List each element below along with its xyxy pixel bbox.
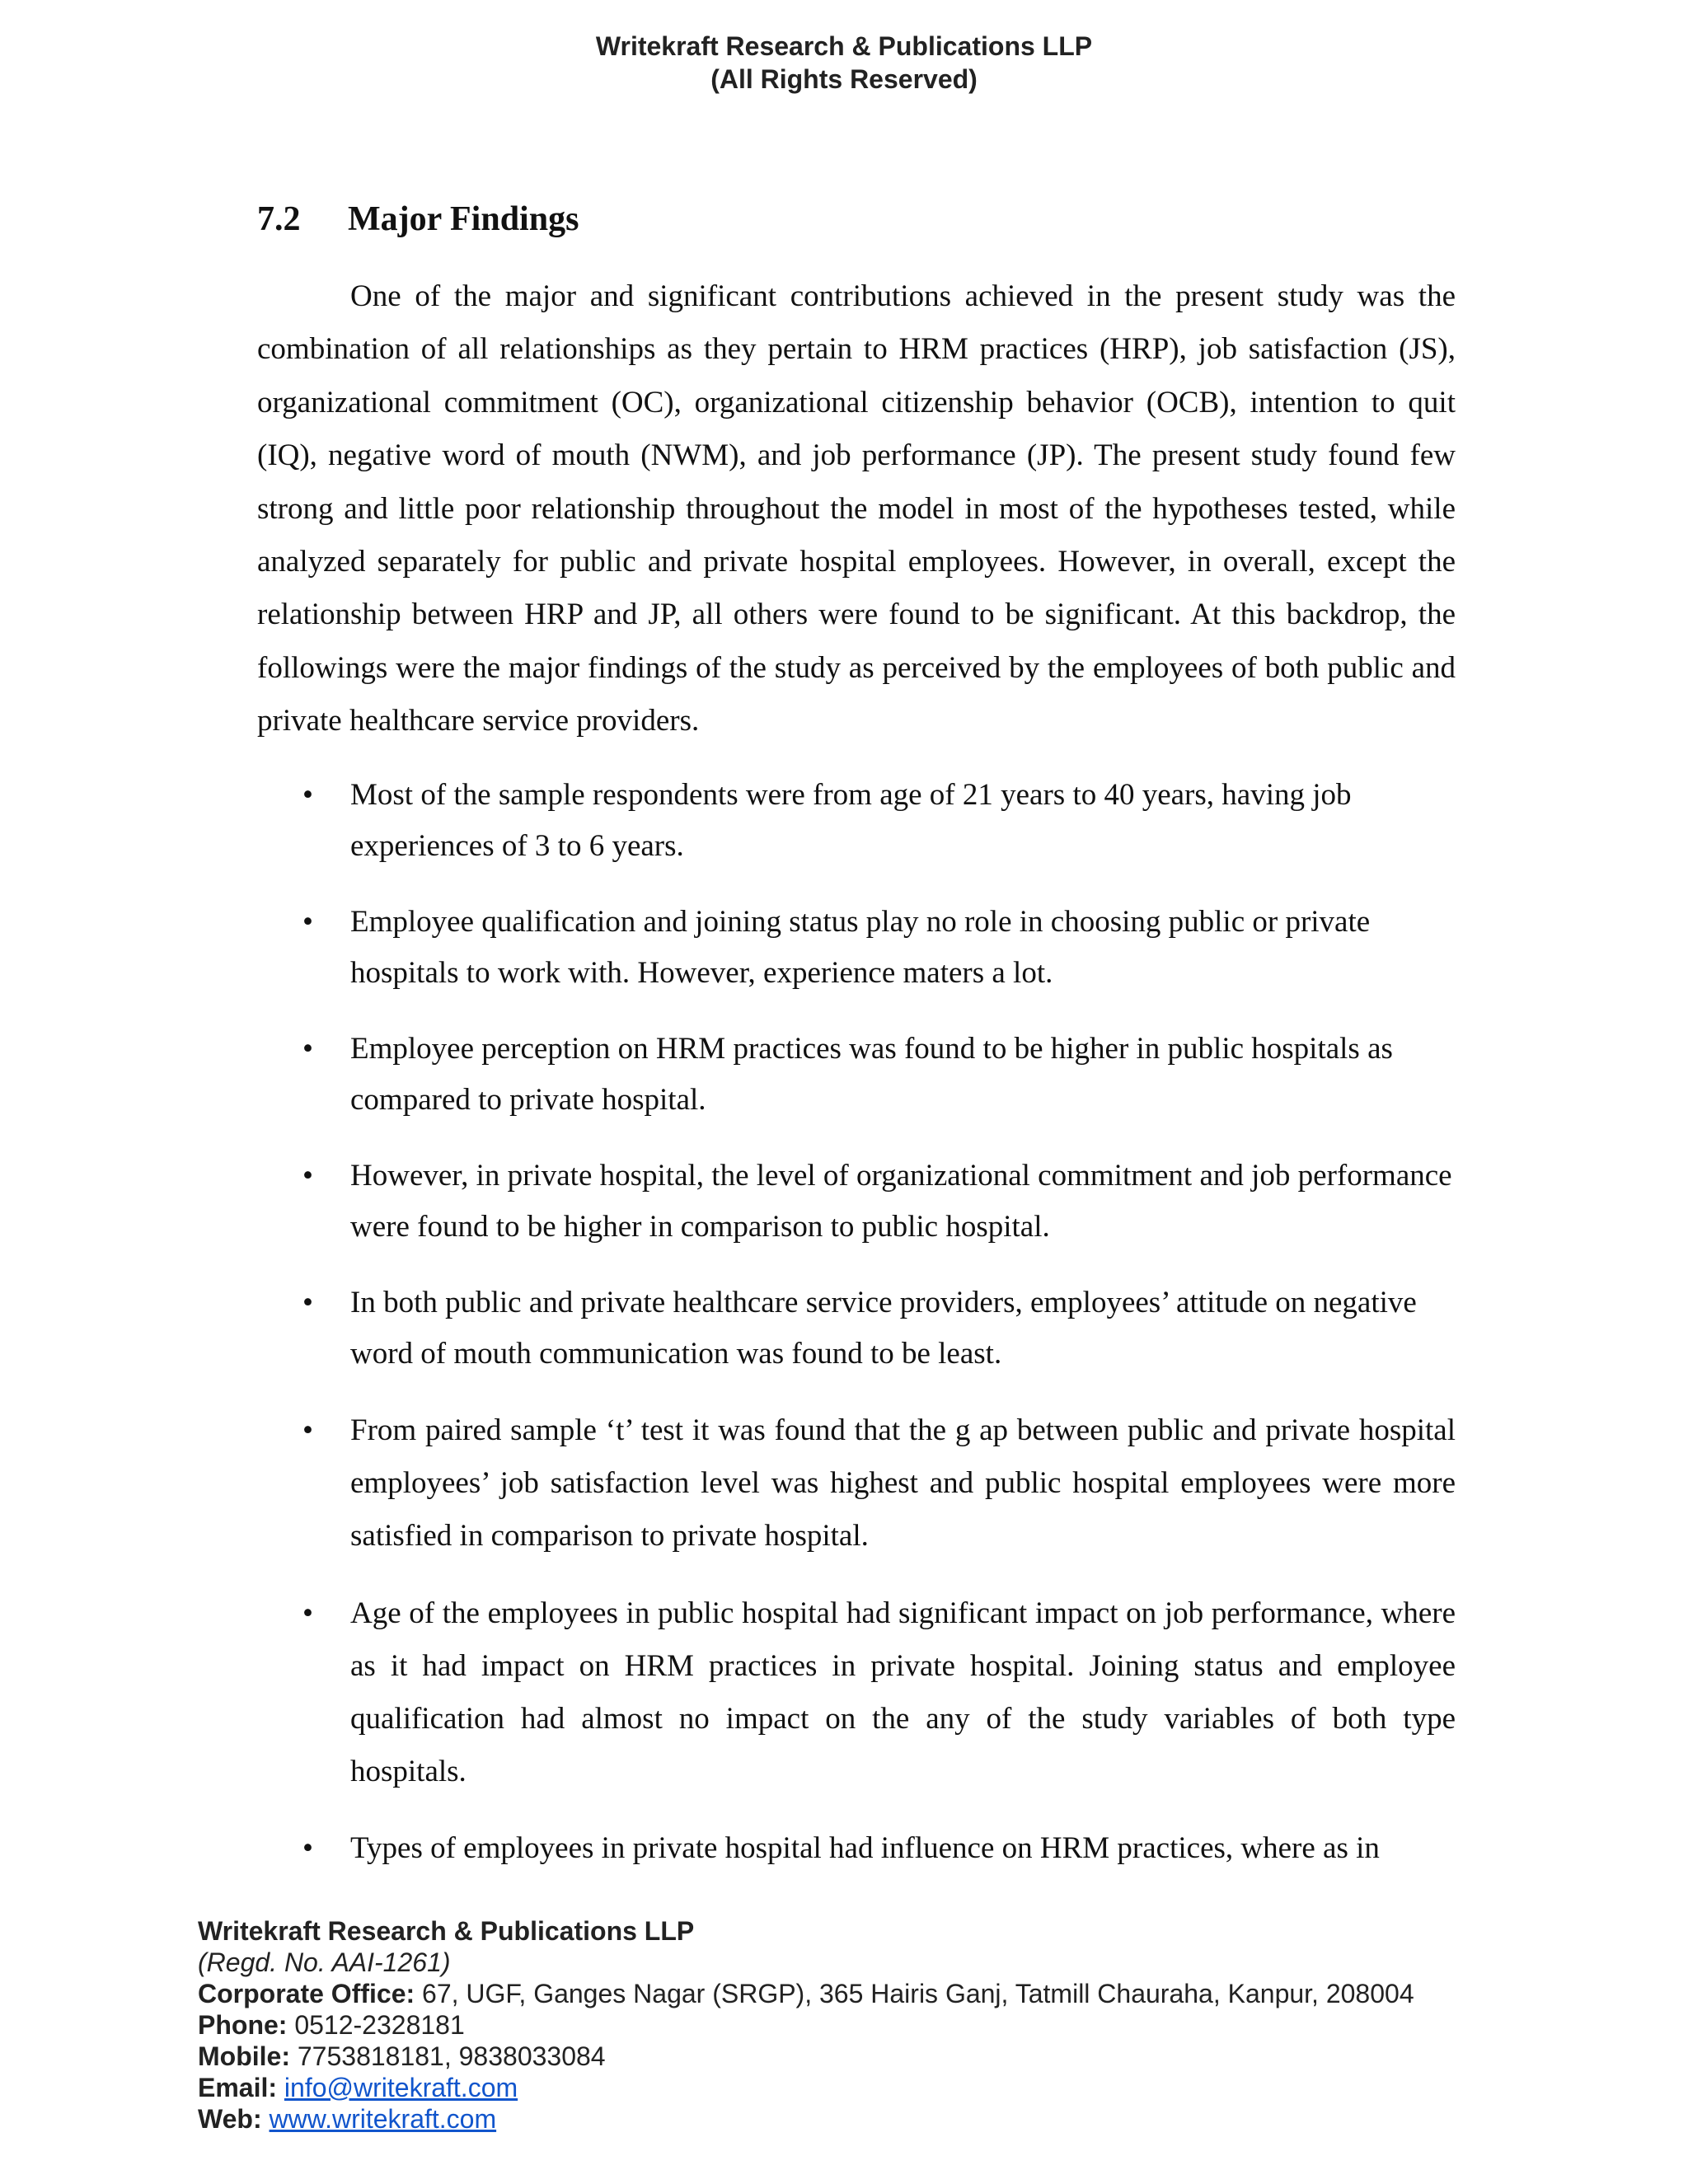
finding-text: Employee qualification and joining status play no role in choosing public or private hospitals to work with. However, experience maters a lot.: [350, 904, 1371, 990]
section-number: 7.2: [257, 200, 301, 238]
main-content: [257, 198, 1456, 1899]
bullet-icon: •: [302, 1413, 313, 1447]
finding-text: Types of employees in private hospital had influence on HRM practices, where as in: [350, 1830, 1380, 1865]
bullet-icon: •: [302, 1596, 313, 1630]
bullet-icon: •: [302, 1031, 313, 1066]
office-label: Corporate Office:: [198, 1979, 415, 2008]
email-link[interactable]: info@writekraft.com: [284, 2073, 518, 2102]
finding-item: [257, 1277, 1456, 1380]
mobile-label: Mobile:: [198, 2041, 290, 2071]
bullet-icon: •: [302, 1158, 313, 1193]
finding-text: In both public and private healthcare service providers, employees’ attitude on negative word of mouth communication was found to be least.: [350, 1285, 1417, 1371]
phone-label: Phone:: [198, 2010, 288, 2040]
header-company: Writekraft Research & Publications LLP: [595, 31, 1093, 61]
finding-text: Age of the employees in public hospital had significant impact on job performance, where as it had impact on HRM practices in private hospital. Joining status and employee qualification had almost no impact on the any of the study variables of both type hospitals.: [350, 1596, 1456, 1788]
intro-paragraph: One of the major and significant contributions achieved in the present study was the combination of all relationships as they pertain to HRM practices (HRP), job satisfaction (JS), organizational commitment (OC), organizational citizenship behavior (OCB), intention to quit (IQ), negative word of mouth (NWM), and job performance (JP). The present study found few strong and little poor relationship throughout the model in most of the hypotheses tested, while analyzed separately for public and private hospital employees. However, in overall, except the relationship between HRP and JP, all others were found to be significant. At this backdrop, the followings were the major findings of the study as perceived by the employees of both public and private healthcare service providers.: [257, 279, 1456, 738]
footer-phone: [198, 2009, 1599, 2041]
bullet-icon: •: [302, 777, 313, 812]
finding-item: [257, 897, 1456, 999]
footer-email: [198, 2072, 1599, 2103]
bullet-icon: •: [302, 904, 313, 939]
finding-text: Employee perception on HRM practices was found to be higher in public hospitals as compared to private hospital.: [350, 1031, 1393, 1117]
bullet-icon: •: [302, 1830, 313, 1865]
office-address: 67, UGF, Ganges Nagar (SRGP), 365 Hairis Ganj, Tatmill Chauraha, Kanpur, 208004: [415, 1979, 1414, 2008]
section-title: Major Findings: [348, 200, 579, 238]
header-rights: (All Rights Reserved): [710, 64, 978, 94]
phone-number: 0512-2328181: [287, 2010, 465, 2040]
footer-registration: (Regd. No. AAI-1261): [198, 1947, 451, 1977]
footer-company: Writekraft Research & Publications LLP: [198, 1916, 695, 1946]
finding-item: [257, 1151, 1456, 1253]
footer-web: [198, 2103, 1599, 2135]
findings-list: [257, 770, 1456, 1874]
finding-text: Most of the sample respondents were from age of 21 years to 40 years, having job experiences of 3 to 6 years.: [350, 777, 1352, 863]
finding-text: From paired sample ‘t’ test it was found that the g ap between public and private hospital employees’ job satisfaction level was highest and public hospital employees were more satisfied in comparison to private hospital.: [350, 1413, 1456, 1553]
footer-mobile: [198, 2041, 1599, 2072]
finding-item: [257, 1587, 1456, 1798]
page-header: [0, 30, 1688, 96]
footer-office: [198, 1978, 1599, 2009]
web-link[interactable]: www.writekraft.com: [269, 2104, 497, 2134]
section-heading: [257, 198, 1456, 241]
email-label: Email:: [198, 2073, 278, 2102]
page-footer: [198, 1915, 1599, 2135]
web-label: Web:: [198, 2104, 262, 2134]
mobile-numbers: 7753818181, 9838033084: [289, 2041, 606, 2071]
finding-item: [257, 1823, 1456, 1874]
finding-text: However, in private hospital, the level of organizational commitment and job performance were found to be higher in comparison to public hospital.: [350, 1158, 1452, 1244]
bullet-icon: •: [302, 1285, 313, 1319]
finding-item: [257, 1404, 1456, 1563]
finding-item: [257, 1024, 1456, 1126]
finding-item: [257, 770, 1456, 872]
